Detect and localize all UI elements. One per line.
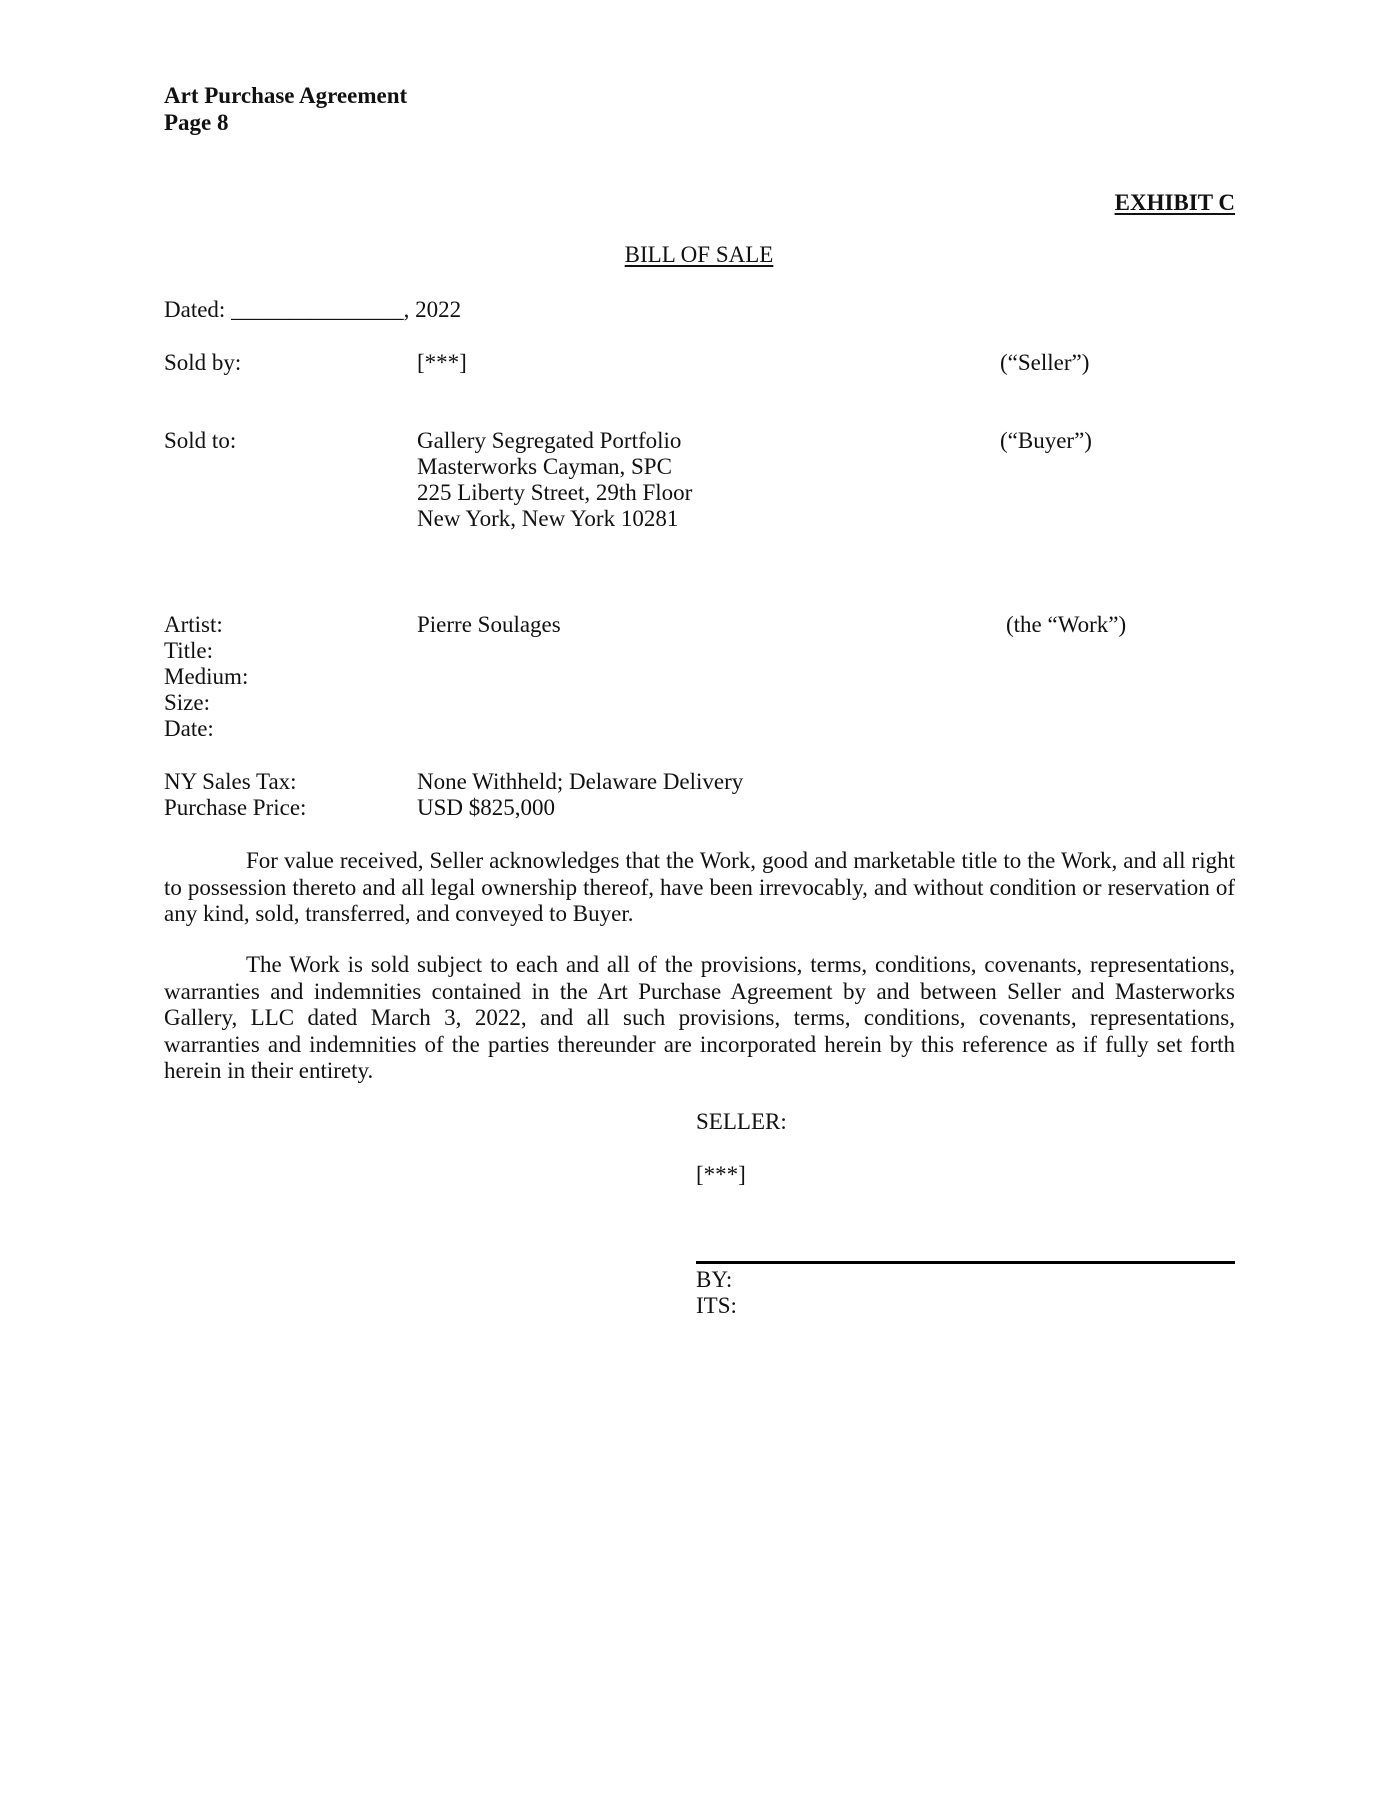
signature-line: [696, 1261, 1235, 1264]
signature-heading: SELLER:: [696, 1109, 787, 1134]
sold-to-label: Sold to:: [164, 428, 237, 453]
artist-name: Pierre Soulages: [417, 612, 561, 637]
conveyance-paragraph: For value received, Seller acknowledges that the Work, good and marketable title to the Work, and all right to possession thereto and all legal ownership thereof, have been irrevocably, and without condition or reservation of any kind, sold, transferred, and conveyed to Buyer.: [164, 848, 1235, 926]
by-label: BY:: [696, 1267, 733, 1292]
document-header: [164, 82, 407, 136]
signature-party: [***]: [696, 1162, 746, 1187]
seller-name: [***]: [417, 350, 467, 375]
sold-by-label: Sold by:: [164, 350, 242, 375]
date-label: Date:: [164, 716, 214, 741]
dated-label: Dated:: [164, 297, 226, 322]
size-label: Size:: [164, 690, 210, 715]
buyer-address: [417, 428, 692, 532]
purchase-price-value: USD $825,000: [417, 795, 556, 820]
purchase-price-label: Purchase Price:: [164, 795, 307, 820]
dated-year: , 2022: [403, 297, 462, 322]
title-label: Title:: [164, 638, 214, 663]
buyer-address-line: 225 Liberty Street, 29th Floor: [417, 480, 693, 505]
tax-labels: [164, 769, 306, 821]
work-labels: [164, 612, 248, 742]
signature-fields: [696, 1267, 737, 1319]
dated-blank: _______________: [231, 297, 404, 322]
tax-values: [417, 769, 743, 821]
work-role: (the “Work”): [1006, 612, 1127, 637]
sales-tax-label: NY Sales Tax:: [164, 769, 297, 794]
seller-role: (“Seller”): [1000, 350, 1090, 375]
dated-line: [164, 297, 461, 323]
sales-tax-value: None Withheld; Delaware Delivery: [417, 769, 744, 794]
header-page-number: Page 8: [164, 110, 229, 135]
buyer-address-line: Gallery Segregated Portfolio: [417, 428, 682, 453]
buyer-address-line: Masterworks Cayman, SPC: [417, 454, 672, 479]
artist-label: Artist:: [164, 612, 223, 637]
medium-label: Medium:: [164, 664, 249, 689]
exhibit-label: EXHIBIT C: [1114, 190, 1235, 215]
document-title: BILL OF SALE: [624, 242, 774, 267]
buyer-role: (“Buyer”): [1000, 428, 1092, 453]
buyer-address-line: New York, New York 10281: [417, 506, 679, 531]
header-title: Art Purchase Agreement: [164, 83, 408, 108]
its-label: ITS:: [696, 1293, 737, 1318]
subject-to-paragraph: The Work is sold subject to each and all of the provisions, terms, conditions, covenants, representations, warranties and indemnities contained in the Art Purchase Agreement by and between Seller and Masterworks Gallery, LLC dated March 3, 2022, and all such provisions, terms, conditions, covenants, representations, warranties and indemnities of the parties thereunder are incorporated herein by this reference as if fully set forth herein in their entirety.: [164, 952, 1235, 1083]
